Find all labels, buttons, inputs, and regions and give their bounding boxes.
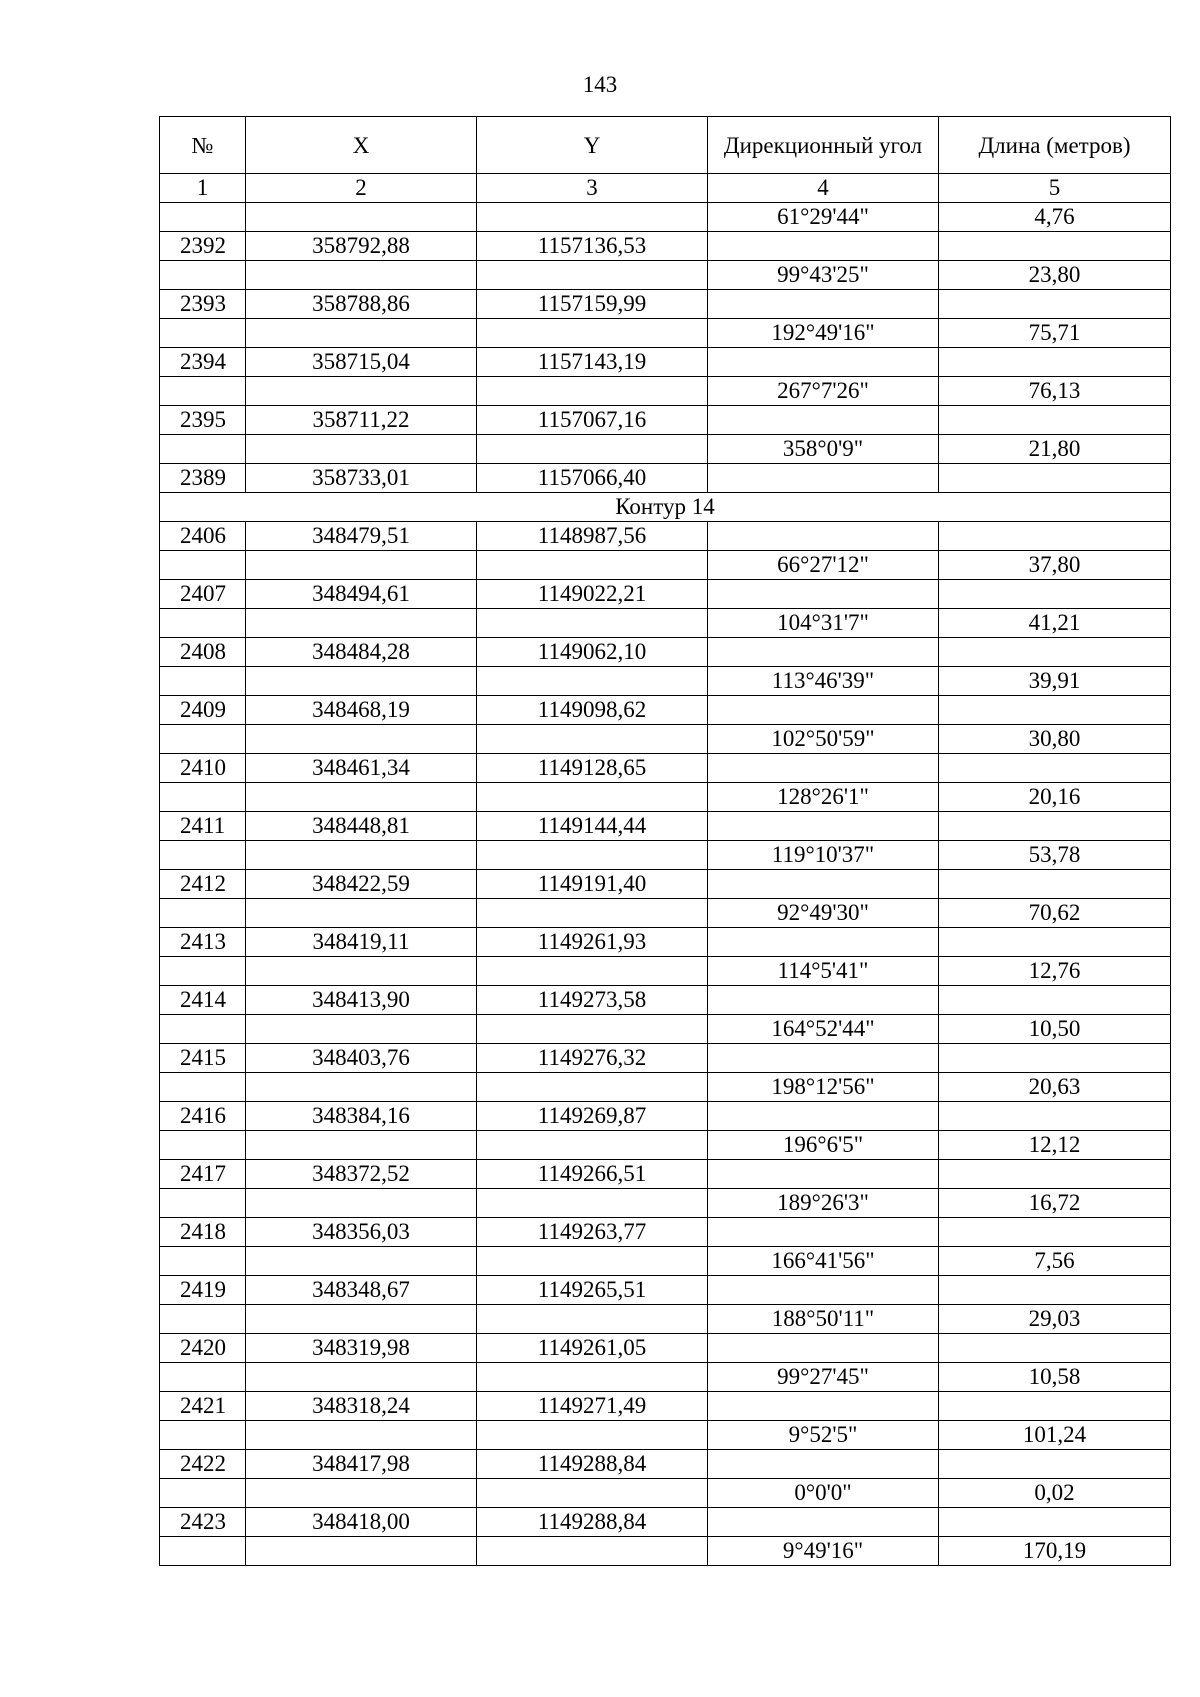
point-number: 2414	[160, 986, 246, 1015]
bearing-empty	[708, 1450, 939, 1479]
segment-row	[160, 899, 1171, 928]
length-empty	[939, 1508, 1171, 1537]
length-empty	[939, 812, 1171, 841]
y-coordinate: 1149273,58	[477, 986, 708, 1015]
y-coordinate: 1149022,21	[477, 580, 708, 609]
x-empty	[246, 609, 477, 638]
segment-row	[160, 1305, 1171, 1334]
number-empty	[160, 435, 246, 464]
number-empty	[160, 667, 246, 696]
x-coordinate: 348461,34	[246, 754, 477, 783]
point-row	[160, 1508, 1171, 1537]
bearing-angle: 119°10'37"	[708, 841, 939, 870]
point-number: 2408	[160, 638, 246, 667]
x-empty	[246, 319, 477, 348]
segment-length: 21,80	[939, 435, 1171, 464]
point-number: 2406	[160, 522, 246, 551]
y-coordinate: 1149098,62	[477, 696, 708, 725]
y-empty	[477, 1537, 708, 1566]
bearing-angle: 114°5'41"	[708, 957, 939, 986]
number-empty	[160, 1247, 246, 1276]
bearing-angle: 113°46'39"	[708, 667, 939, 696]
bearing-empty	[708, 580, 939, 609]
header-bearing: Дирекционный угол	[708, 117, 939, 174]
y-coordinate: 1149191,40	[477, 870, 708, 899]
bearing-angle: 99°43'25"	[708, 261, 939, 290]
y-coordinate: 1149288,84	[477, 1450, 708, 1479]
column-number: 2	[246, 174, 477, 203]
x-empty	[246, 1189, 477, 1218]
y-coordinate: 1149263,77	[477, 1218, 708, 1247]
bearing-empty	[708, 754, 939, 783]
x-empty	[246, 841, 477, 870]
length-empty	[939, 1102, 1171, 1131]
table-body	[160, 117, 1171, 1566]
point-number: 2394	[160, 348, 246, 377]
y-coordinate: 1157159,99	[477, 290, 708, 319]
segment-length: 170,19	[939, 1537, 1171, 1566]
point-row	[160, 1450, 1171, 1479]
y-coordinate: 1157066,40	[477, 464, 708, 493]
y-empty	[477, 667, 708, 696]
point-number: 2410	[160, 754, 246, 783]
y-coordinate: 1149144,44	[477, 812, 708, 841]
x-empty	[246, 377, 477, 406]
length-empty	[939, 1334, 1171, 1363]
point-row	[160, 1102, 1171, 1131]
point-row	[160, 754, 1171, 783]
y-coordinate: 1157136,53	[477, 232, 708, 261]
point-row	[160, 870, 1171, 899]
point-number: 2420	[160, 1334, 246, 1363]
length-empty	[939, 1160, 1171, 1189]
x-empty	[246, 783, 477, 812]
y-coordinate: 1149265,51	[477, 1276, 708, 1305]
segment-row	[160, 667, 1171, 696]
number-empty	[160, 1363, 246, 1392]
point-number: 2389	[160, 464, 246, 493]
y-empty	[477, 1247, 708, 1276]
length-empty	[939, 1044, 1171, 1073]
y-empty	[477, 1305, 708, 1334]
point-number: 2411	[160, 812, 246, 841]
point-number: 2393	[160, 290, 246, 319]
section-row	[160, 493, 1171, 522]
x-empty	[246, 435, 477, 464]
x-coordinate: 348318,24	[246, 1392, 477, 1421]
bearing-empty	[708, 406, 939, 435]
header-y: Y	[477, 117, 708, 174]
point-row	[160, 986, 1171, 1015]
y-coordinate: 1149128,65	[477, 754, 708, 783]
x-coordinate: 348348,67	[246, 1276, 477, 1305]
segment-length: 76,13	[939, 377, 1171, 406]
length-empty	[939, 1392, 1171, 1421]
column-number: 1	[160, 174, 246, 203]
segment-row	[160, 1131, 1171, 1160]
bearing-empty	[708, 1218, 939, 1247]
number-empty	[160, 783, 246, 812]
bearing-angle: 9°52'5"	[708, 1421, 939, 1450]
length-empty	[939, 1276, 1171, 1305]
segment-row	[160, 1189, 1171, 1218]
number-empty	[160, 1015, 246, 1044]
segment-row	[160, 725, 1171, 754]
segment-row	[160, 1479, 1171, 1508]
y-empty	[477, 261, 708, 290]
column-number: 4	[708, 174, 939, 203]
segment-row	[160, 841, 1171, 870]
length-empty	[939, 464, 1171, 493]
point-row	[160, 1334, 1171, 1363]
x-coordinate: 358715,04	[246, 348, 477, 377]
point-number: 2392	[160, 232, 246, 261]
number-empty	[160, 725, 246, 754]
bearing-angle: 358°0'9"	[708, 435, 939, 464]
x-empty	[246, 1131, 477, 1160]
column-number-row	[160, 174, 1171, 203]
x-coordinate: 348419,11	[246, 928, 477, 957]
length-empty	[939, 870, 1171, 899]
x-coordinate: 348413,90	[246, 986, 477, 1015]
point-row	[160, 406, 1171, 435]
y-empty	[477, 551, 708, 580]
point-row	[160, 464, 1171, 493]
point-row	[160, 348, 1171, 377]
segment-length: 75,71	[939, 319, 1171, 348]
column-number: 5	[939, 174, 1171, 203]
length-empty	[939, 580, 1171, 609]
x-empty	[246, 899, 477, 928]
segment-length: 0,02	[939, 1479, 1171, 1508]
header-x: X	[246, 117, 477, 174]
segment-length: 20,16	[939, 783, 1171, 812]
y-empty	[477, 1363, 708, 1392]
length-empty	[939, 696, 1171, 725]
segment-row	[160, 319, 1171, 348]
point-row	[160, 1218, 1171, 1247]
bearing-angle: 104°31'7"	[708, 609, 939, 638]
header-number: №	[160, 117, 246, 174]
length-empty	[939, 406, 1171, 435]
length-empty	[939, 290, 1171, 319]
point-row	[160, 696, 1171, 725]
y-coordinate: 1149261,05	[477, 1334, 708, 1363]
y-empty	[477, 435, 708, 464]
y-coordinate: 1149271,49	[477, 1392, 708, 1421]
x-empty	[246, 1015, 477, 1044]
bearing-empty	[708, 1160, 939, 1189]
number-empty	[160, 1131, 246, 1160]
x-coordinate: 348494,61	[246, 580, 477, 609]
number-empty	[160, 551, 246, 580]
y-empty	[477, 1421, 708, 1450]
y-empty	[477, 377, 708, 406]
y-coordinate: 1149266,51	[477, 1160, 708, 1189]
number-empty	[160, 1421, 246, 1450]
segment-length: 70,62	[939, 899, 1171, 928]
y-coordinate: 1148987,56	[477, 522, 708, 551]
number-empty	[160, 609, 246, 638]
bearing-angle: 92°49'30"	[708, 899, 939, 928]
x-empty	[246, 1537, 477, 1566]
x-coordinate: 348319,98	[246, 1334, 477, 1363]
point-number: 2419	[160, 1276, 246, 1305]
x-coordinate: 348417,98	[246, 1450, 477, 1479]
y-empty	[477, 1015, 708, 1044]
x-coordinate: 348479,51	[246, 522, 477, 551]
bearing-empty	[708, 232, 939, 261]
bearing-empty	[708, 812, 939, 841]
bearing-angle: 164°52'44"	[708, 1015, 939, 1044]
bearing-empty	[708, 522, 939, 551]
y-coordinate: 1157067,16	[477, 406, 708, 435]
x-empty	[246, 1421, 477, 1450]
point-number: 2395	[160, 406, 246, 435]
x-empty	[246, 725, 477, 754]
segment-length: 37,80	[939, 551, 1171, 580]
bearing-angle: 128°26'1"	[708, 783, 939, 812]
header-length: Длина (метров)	[939, 117, 1171, 174]
x-coordinate: 348418,00	[246, 1508, 477, 1537]
y-coordinate: 1149288,84	[477, 1508, 708, 1537]
segment-length: 23,80	[939, 261, 1171, 290]
y-empty	[477, 957, 708, 986]
point-number: 2413	[160, 928, 246, 957]
bearing-angle: 267°7'26"	[708, 377, 939, 406]
bearing-empty	[708, 928, 939, 957]
segment-row	[160, 1421, 1171, 1450]
segment-length: 29,03	[939, 1305, 1171, 1334]
x-coordinate: 348468,19	[246, 696, 477, 725]
x-coordinate: 348356,03	[246, 1218, 477, 1247]
bearing-empty	[708, 1044, 939, 1073]
point-row	[160, 580, 1171, 609]
point-number: 2416	[160, 1102, 246, 1131]
segment-row	[160, 1247, 1171, 1276]
bearing-angle: 196°6'5"	[708, 1131, 939, 1160]
number-empty	[160, 1537, 246, 1566]
point-number: 2409	[160, 696, 246, 725]
x-empty	[246, 1305, 477, 1334]
segment-length: 12,12	[939, 1131, 1171, 1160]
column-number: 3	[477, 174, 708, 203]
bearing-angle: 189°26'3"	[708, 1189, 939, 1218]
y-empty	[477, 1189, 708, 1218]
segment-length: 10,50	[939, 1015, 1171, 1044]
x-coordinate: 348403,76	[246, 1044, 477, 1073]
length-empty	[939, 928, 1171, 957]
y-empty	[477, 609, 708, 638]
point-number: 2417	[160, 1160, 246, 1189]
x-empty	[246, 1073, 477, 1102]
number-empty	[160, 1189, 246, 1218]
bearing-angle: 188°50'11"	[708, 1305, 939, 1334]
x-coordinate: 358711,22	[246, 406, 477, 435]
length-empty	[939, 1218, 1171, 1247]
segment-row	[160, 609, 1171, 638]
y-coordinate: 1149276,32	[477, 1044, 708, 1073]
segment-length: 30,80	[939, 725, 1171, 754]
x-empty	[246, 667, 477, 696]
bearing-angle: 102°50'59"	[708, 725, 939, 754]
x-coordinate: 348422,59	[246, 870, 477, 899]
y-empty	[477, 1073, 708, 1102]
bearing-empty	[708, 1102, 939, 1131]
y-empty	[477, 783, 708, 812]
y-empty	[477, 725, 708, 754]
bearing-angle: 0°0'0"	[708, 1479, 939, 1508]
bearing-empty	[708, 696, 939, 725]
y-coordinate: 1157143,19	[477, 348, 708, 377]
segment-row	[160, 435, 1171, 464]
header-row	[160, 117, 1171, 174]
segment-length: 12,76	[939, 957, 1171, 986]
point-row	[160, 1276, 1171, 1305]
coordinates-table	[159, 116, 1171, 1566]
number-empty	[160, 1305, 246, 1334]
segment-row	[160, 377, 1171, 406]
segment-row	[160, 551, 1171, 580]
length-empty	[939, 754, 1171, 783]
length-empty	[939, 348, 1171, 377]
segment-row	[160, 1073, 1171, 1102]
point-row	[160, 1044, 1171, 1073]
number-empty	[160, 203, 246, 232]
length-empty	[939, 1450, 1171, 1479]
bearing-angle: 61°29'44"	[708, 203, 939, 232]
bearing-angle: 66°27'12"	[708, 551, 939, 580]
bearing-empty	[708, 1508, 939, 1537]
segment-row	[160, 783, 1171, 812]
segment-length: 16,72	[939, 1189, 1171, 1218]
x-empty	[246, 261, 477, 290]
y-empty	[477, 1131, 708, 1160]
bearing-angle: 192°49'16"	[708, 319, 939, 348]
segment-row	[160, 203, 1171, 232]
x-coordinate: 358792,88	[246, 232, 477, 261]
bearing-angle: 9°49'16"	[708, 1537, 939, 1566]
number-empty	[160, 1479, 246, 1508]
bearing-angle: 166°41'56"	[708, 1247, 939, 1276]
segment-length: 7,56	[939, 1247, 1171, 1276]
x-coordinate: 358733,01	[246, 464, 477, 493]
point-number: 2422	[160, 1450, 246, 1479]
x-coordinate: 348448,81	[246, 812, 477, 841]
point-row	[160, 928, 1171, 957]
x-coordinate: 348484,28	[246, 638, 477, 667]
point-number: 2423	[160, 1508, 246, 1537]
segment-length: 41,21	[939, 609, 1171, 638]
number-empty	[160, 841, 246, 870]
point-row	[160, 812, 1171, 841]
segment-row	[160, 1015, 1171, 1044]
segment-length: 101,24	[939, 1421, 1171, 1450]
segment-length: 39,91	[939, 667, 1171, 696]
y-empty	[477, 203, 708, 232]
length-empty	[939, 232, 1171, 261]
x-coordinate: 358788,86	[246, 290, 477, 319]
bearing-empty	[708, 1392, 939, 1421]
point-row	[160, 1160, 1171, 1189]
segment-length: 10,58	[939, 1363, 1171, 1392]
bearing-empty	[708, 348, 939, 377]
number-empty	[160, 1073, 246, 1102]
segment-row	[160, 1537, 1171, 1566]
point-row	[160, 1392, 1171, 1421]
segment-length: 4,76	[939, 203, 1171, 232]
point-row	[160, 290, 1171, 319]
y-coordinate: 1149261,93	[477, 928, 708, 957]
x-empty	[246, 957, 477, 986]
bearing-empty	[708, 1334, 939, 1363]
point-number: 2415	[160, 1044, 246, 1073]
y-empty	[477, 1479, 708, 1508]
y-coordinate: 1149269,87	[477, 1102, 708, 1131]
length-empty	[939, 522, 1171, 551]
bearing-empty	[708, 870, 939, 899]
y-coordinate: 1149062,10	[477, 638, 708, 667]
point-row	[160, 522, 1171, 551]
point-row	[160, 232, 1171, 261]
x-empty	[246, 1479, 477, 1508]
point-number: 2418	[160, 1218, 246, 1247]
number-empty	[160, 261, 246, 290]
x-coordinate: 348372,52	[246, 1160, 477, 1189]
point-number: 2412	[160, 870, 246, 899]
y-empty	[477, 841, 708, 870]
x-empty	[246, 551, 477, 580]
segment-length: 20,63	[939, 1073, 1171, 1102]
bearing-angle: 198°12'56"	[708, 1073, 939, 1102]
point-row	[160, 638, 1171, 667]
number-empty	[160, 377, 246, 406]
length-empty	[939, 986, 1171, 1015]
x-empty	[246, 203, 477, 232]
bearing-angle: 99°27'45"	[708, 1363, 939, 1392]
bearing-empty	[708, 1276, 939, 1305]
bearing-empty	[708, 290, 939, 319]
y-empty	[477, 899, 708, 928]
segment-length: 53,78	[939, 841, 1171, 870]
bearing-empty	[708, 986, 939, 1015]
y-empty	[477, 319, 708, 348]
point-number: 2407	[160, 580, 246, 609]
bearing-empty	[708, 638, 939, 667]
x-empty	[246, 1247, 477, 1276]
number-empty	[160, 319, 246, 348]
segment-row	[160, 261, 1171, 290]
number-empty	[160, 957, 246, 986]
x-coordinate: 348384,16	[246, 1102, 477, 1131]
number-empty	[160, 899, 246, 928]
segment-row	[160, 1363, 1171, 1392]
section-label: Контур 14	[160, 493, 1171, 522]
bearing-empty	[708, 464, 939, 493]
x-empty	[246, 1363, 477, 1392]
length-empty	[939, 638, 1171, 667]
segment-row	[160, 957, 1171, 986]
point-number: 2421	[160, 1392, 246, 1421]
page-number: 143	[582, 72, 618, 97]
